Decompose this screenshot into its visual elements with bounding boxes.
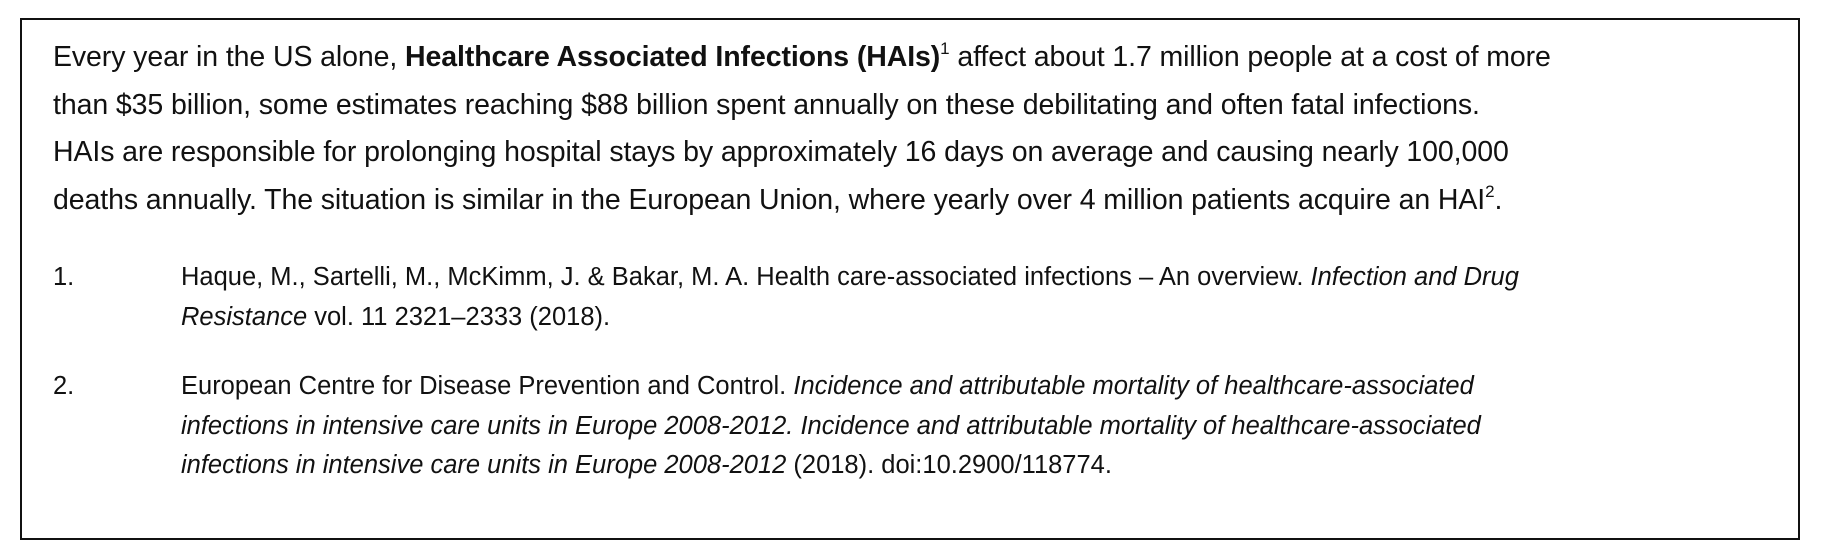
journal-title: Resistance [181,302,308,331]
report-title: infections in intensive care units in Europe 2008-2012. Incidence and attributable mortality of healthcare-associated [181,411,1481,440]
reference-line [181,407,1783,447]
hai-term: Healthcare Associated Infections (HAIs) [405,41,941,73]
intro-text: deaths annually. The situation is similar in the European Union, where yearly over 4 million patients acquire an HAI [53,183,1486,216]
reference-number: 1. [53,263,75,291]
intro-line-2: than $35 billion, some estimates reaching $88 billion spent annually on these debilitating and often fatal infections. [53,88,1480,121]
reference-line [181,258,1783,298]
intro-line-1 [53,34,1783,82]
reference-line [181,446,1783,486]
journal-title: Infection and Drug [1310,263,1519,291]
reference-line [181,298,1783,338]
intro-text: . [1494,183,1503,216]
reference-text: European Centre for Disease Prevention and Control. [181,372,794,400]
intro-text: Every year in the US alone, [53,41,406,73]
report-title: infections in intensive care units in Europe 2008-2012 [181,451,787,479]
reference-text: (2018). doi:10.2900/118774. [786,451,1112,479]
reference-number: 2. [53,372,75,400]
reference-item [53,367,1783,486]
intro-line-3: HAIs are responsible for prolonging hospital stays by approximately 16 days on average and causing nearly 100,000 [53,136,1509,168]
intro-line-4 [53,177,1783,225]
intro-paragraph [53,34,1783,224]
citation-marker-2: 2 [1485,181,1495,201]
report-title: Incidence and attributable mortality of healthcare-associated [793,372,1474,400]
citation-marker-1: 1 [940,39,950,58]
reference-list [53,258,1783,516]
intro-text: affect about 1.7 million people at a cost of more [949,41,1551,73]
reference-text: Haque, M., Sartelli, M., McKimm, J. & Bakar, M. A. Health care-associated infections – An overview. [181,263,1311,291]
reference-text: vol. 11 2321–2333 (2018). [307,302,611,331]
reference-item [53,258,1783,337]
reference-line [181,367,1783,407]
